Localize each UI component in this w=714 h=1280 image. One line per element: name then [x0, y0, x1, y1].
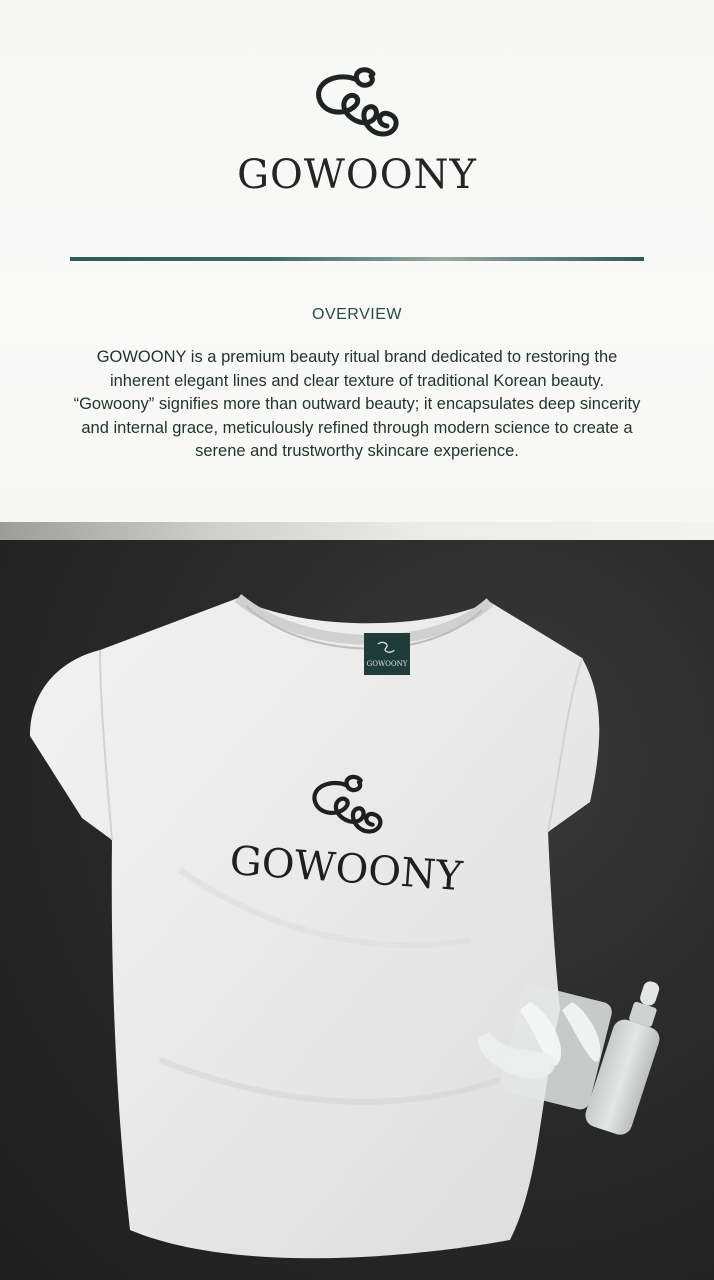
brand-wordmark: GOWOONY [237, 152, 477, 198]
shirt-wordmark: GOWOONY [228, 837, 464, 901]
tshirt-mockup-photo [0, 540, 714, 1280]
overview-heading: OVERVIEW [312, 306, 402, 323]
neck-label-tag [364, 633, 410, 675]
steel-band [0, 522, 714, 542]
tshirt-shape [30, 598, 599, 1258]
brand-header-section [0, 0, 714, 522]
overview-text: GOWOONY is a premium beauty ritual brand dedicated to restoring the inherent elegant lines and clear texture of traditional Korean beauty. “Gowoony” signifies more than outward beauty; it encapsulates deep sincerity and internal grace, meticulously refined through modern science to create a serene and trustworthy skincare experience. [73, 348, 641, 460]
swirl-g-logo-icon [311, 64, 403, 144]
neck-label-text: GOWOONY [366, 660, 408, 668]
section-divider [70, 257, 644, 261]
